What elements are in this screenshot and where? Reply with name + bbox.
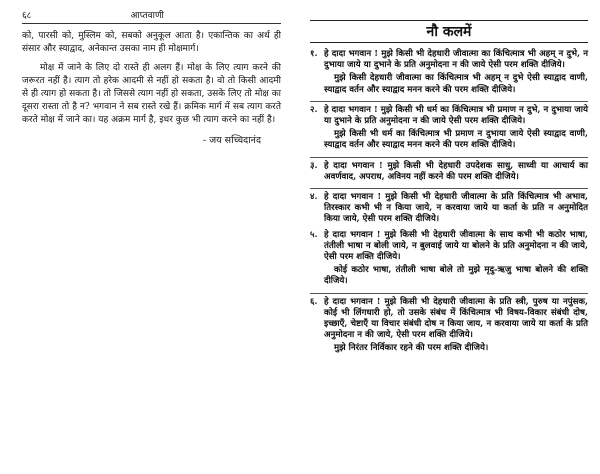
- paragraph: मोक्ष में जाने के लिए दो रास्ते ही अलग हैं। मोक्ष के लिए त्याग करने की जरूरत नहीं है। त्याग तो हरेक आदमी से नहीं हो सकता है। वो तो किसी आदमी से ही त्याग हो सकता है। तो जिससे त्याग नहीं हो सकता, उसके लिए तो मोक्ष का दूसरा रास्ता तो है न? भगवान ने सब रास्ते रखे हैं। क्रमिक मार्ग में सब त्याग करते करते मोक्ष में जाने का। यह अक्रम मार्ग है, इधर कुछ भी त्याग करने का नहीं है।: [22, 63, 281, 125]
- item-number: १.: [310, 49, 318, 59]
- item-text: हे दादा भगवान ! मुझे किसी भी देहधारी जीवात्मा का किंचित्मात्र भी अहम् न दुभे, न दुभाया जाये या दुभाने के प्रति अनुमोदना न की जाये ऐसी परम शक्ति दीजिये।: [324, 49, 588, 71]
- item-number: ४.: [310, 192, 318, 203]
- item-text: हे दादा भगवान ! मुझे किसी भी धर्म का किंचित्मात्र भी प्रमाण न दुभे, न दुभाया जाये या दुभाने के प्रति अनुमोदना न की जाये ऐसी परम शक्ति दीजिये।: [324, 104, 588, 127]
- left-page: [0, 0, 295, 474]
- item-number: २.: [310, 104, 318, 115]
- left-page-body: [22, 30, 281, 127]
- paragraph: को, पारसी को, मुस्लिम को, सबको अनुकूल आता है। एकान्तिक का अर्थ ही संसार और स्याद्वाद, अनेकान्त उसका नाम ही मोक्षमार्ग।: [22, 31, 281, 54]
- list-item: [310, 161, 588, 185]
- item-number: ६.: [310, 296, 318, 307]
- item-text: हे दादा भगवान ! मुझे किसी भी देहधारी जीवात्मा के प्रति स्त्री, पुरुष या नपुंसक, कोई भी लिंगधारी हो, तो उसके संबंध में किंचित्मात्र भी विषय-विकार संबंधी दोष, इच्छाएँ, चेष्टाएँ या विचार संबंधी दोष न किया जाय, न करवाया जाये या कर्ता के प्रति अनुमोदना न की जाये, ऐसी परम शक्ति दीजिये।: [324, 296, 588, 341]
- item-text: हे दादा भगवान ! मुझे किसी भी देहधारी उपदेशक साधु, साध्वी या आचार्य का अवर्णवाद, अपराध, अविनय नहीं करने की परम शक्ति दीजिये।: [324, 160, 588, 182]
- list-item: [310, 49, 588, 98]
- page-number: ६८: [22, 11, 32, 21]
- divider: [310, 157, 588, 158]
- item-subtext: मुझे निरंतर निर्विकार रहने की परम शक्ति दीजिये।: [334, 343, 489, 354]
- list-item: [310, 230, 588, 290]
- running-head: आप्तवाणी: [130, 11, 164, 21]
- item-subtext: कोई कठोर भाषा, तंतीली भाषा बोले तो मुझे मृदु-ऋजु भाषा बोलने की शक्ति दीजिये।: [324, 265, 588, 287]
- signature: - जय सच्चिदानंद: [202, 135, 261, 146]
- list-item: [310, 192, 588, 228]
- list-item: [310, 297, 588, 357]
- divider: [310, 188, 588, 189]
- left-page-header: [22, 8, 281, 24]
- divider: [310, 293, 588, 294]
- item-number: ३.: [310, 160, 318, 171]
- list-item: [310, 105, 588, 154]
- item-text: हे दादा भगवान ! मुझे किसी भी देहधारी जीवात्मा के प्रति किंचित्मात्र भी अभाव, तिरस्कार कभी भी न किया जाये, न करवाया जाये या कर्ता के प्रति न अनुमोदित किया जाये, ऐसी परम शक्ति दीजिये।: [324, 192, 588, 225]
- page-title: नौ कलमें: [310, 20, 588, 43]
- item-text: हे दादा भगवान ! मुझे किसी भी देहधारी जीवात्मा के साथ कभी भी कठोर भाषा, तंतीली भाषा न बोली जाये, न बुलवाई जाये या बोलने के प्रति अनुमोदना न की जाये, ऐसी परम शक्ति दीजिये।: [324, 229, 588, 263]
- divider: [310, 101, 588, 102]
- right-page: [300, 0, 600, 474]
- item-number: ५.: [310, 229, 318, 240]
- item-subtext: मुझे किसी देहधारी जीवात्मा का किंचित्मात्र भी अहम् न दुभे ऐसी स्याद्वाद वाणी, स्याद्वाद वर्तन और स्याद्वाद मनन करने की परम शक्ति दीजिये।: [324, 73, 588, 95]
- item-subtext: मुझे किसी भी धर्म का किंचित्मात्र भी प्रमाण न दुभाया जाये ऐसी स्याद्वाद वाणी, स्याद्वाद वर्तन और स्याद्वाद मनन करने की परम शक्ति दीजिये।: [324, 129, 588, 151]
